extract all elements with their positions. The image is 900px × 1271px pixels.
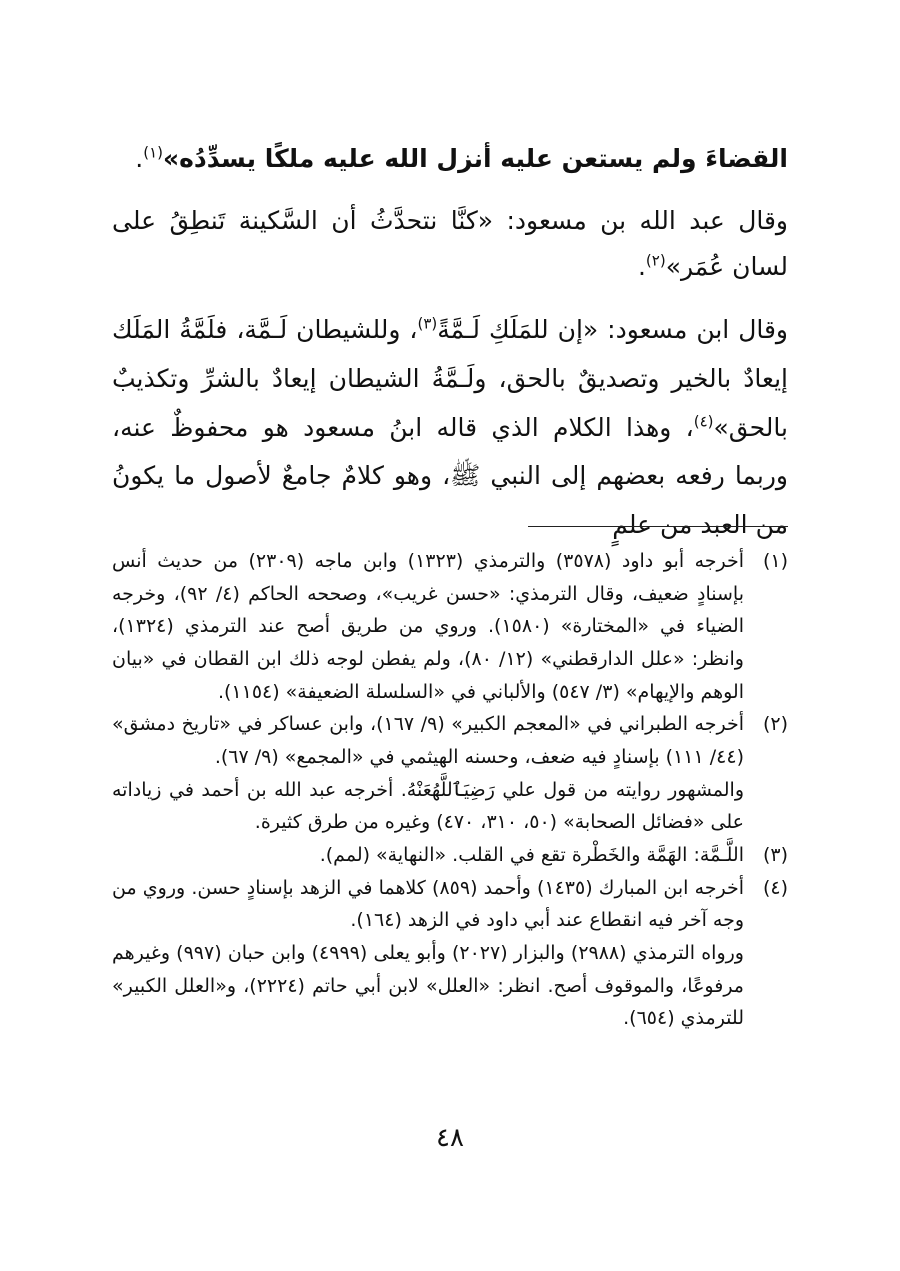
footnotes: [112, 545, 788, 1035]
footnote-divider: [528, 526, 788, 527]
paragraph-3-text-a: وقال ابن مسعود: «إن للمَلَكِ لَـمَّةً: [437, 315, 788, 344]
footnote-4: [112, 872, 788, 1035]
paragraph-1: [112, 140, 788, 179]
footnote-number: (٣): [762, 844, 788, 867]
footnote-body: [112, 872, 744, 1035]
footnote-text: أخرجه أبو داود (٣٥٧٨) والترمذي (١٣٢٣) وابن ماجه (٢٣٠٩) من حديث أنس بإسنادٍ ضعيف، وقال الترمذي: «حسن غريب»، وصححه الحاكم (٤/ ٩٢)، وخرجه الضياء في «المختارة» (١٥٨٠). وروي من طريق أصح عند الترمذي (١٣٢٤)، وانظر: «علل الدارقطني» (١٢/ ٨٠)، ولم يفطن لوجه ذلك ابن القطان في «بيان الوهم والإيهام» (٣/ ٥٤٧) والألباني في «السلسلة الضعيفة» (١١٥٤).: [112, 550, 745, 703]
footnote-body: [112, 839, 744, 872]
footnote-ref-4[interactable]: (٤): [693, 412, 714, 431]
footnote-body: [112, 545, 744, 708]
footnote-1: [112, 545, 788, 708]
footnote-number: (١): [762, 550, 788, 572]
paragraph-3: [112, 306, 788, 550]
paragraph-1-end: .: [135, 144, 144, 173]
page-number: ٤٨: [436, 1123, 464, 1153]
footnote-text: أخرجه الطبراني في «المعجم الكبير» (٩/ ١٦٧)، وابن عساكر في «تاريخ دمشق» (٤٤/ ١١١) بإسنادٍ فيه ضعف، وحسنه الهيثمي في «المجمع» (٩/ ٦٧).: [112, 713, 744, 769]
footnote-number: (٤): [762, 876, 788, 899]
footnote-ref-1[interactable]: (١): [143, 143, 163, 162]
footnote-3: [112, 839, 788, 872]
footnote-text: أخرجه ابن المبارك (١٤٣٥) وأحمد (٨٥٩) كلاهما في الزهد بإسنادٍ حسن. وروي من وجه آخر فيه انقطاع عند أبي داود في الزهد (١٦٤).: [112, 876, 745, 932]
footnote-text: اللَّـمَّة: الهَمَّة والخَطْرة تقع في القلب. «النهاية» (لمم).: [319, 844, 744, 867]
paragraph-1-text: القضاءَ ولم يستعن عليه أنزل الله عليه ملكًا يسدِّدُه»: [163, 144, 788, 173]
paragraph-3-text-b: ، وللشيطان لَـمَّة، فلَمَّةُ المَلَك إيعادٌ بالخير وتصديقٌ بالحق، ولَـمَّةُ الشيطان إيعادٌ بالشرِّ وتكذيبٌ بالحق»: [112, 315, 788, 442]
paragraph-2: [112, 198, 788, 291]
footnote-number: (٢): [762, 713, 788, 736]
footnote-text: ورواه الترمذي (٢٩٨٨) والبزار (٢٠٢٧) وأبو يعلى (٤٩٩٩) وابن حبان (٩٩٧) وغيرهم مرفوعًا، والموقوف أصح. انظر: «العلل» لابن أبي حاتم (٢٢٢٤)، و«العلل الكبير» للترمذي (٦٥٤).: [112, 942, 744, 1030]
footnote-body: [112, 708, 744, 839]
paragraph-2-text: وقال عبد الله بن مسعود: «كنَّا نتحدَّثُ أن السَّكينة تَنطِقُ على لسان عُمَر»: [112, 206, 788, 282]
paragraph-2-end: .: [637, 252, 646, 282]
footnote-ref-3[interactable]: (٣): [417, 314, 438, 333]
footnote-text: والمشهور روايته من قول علي رَضِيَٱللَّهُعَنْهُ. أخرجه عبد الله بن أحمد في زياداته على «فضائل الصحابة» (٥٠، ٣١٠، ٤٧٠) وغيره من طرق كثيرة.: [112, 778, 744, 834]
footnote-ref-2[interactable]: (٢): [645, 251, 666, 270]
footnote-2: [112, 708, 788, 839]
paragraph-3-text-c: ، وهذا الكلام الذي قاله ابنُ مسعود هو محفوظٌ عنه، وربما رفعه بعضهم إلى النبي ﷺ، وهو كلامٌ جامعٌ لأصول ما يكونُ من العبد من علمٍ: [112, 412, 788, 539]
